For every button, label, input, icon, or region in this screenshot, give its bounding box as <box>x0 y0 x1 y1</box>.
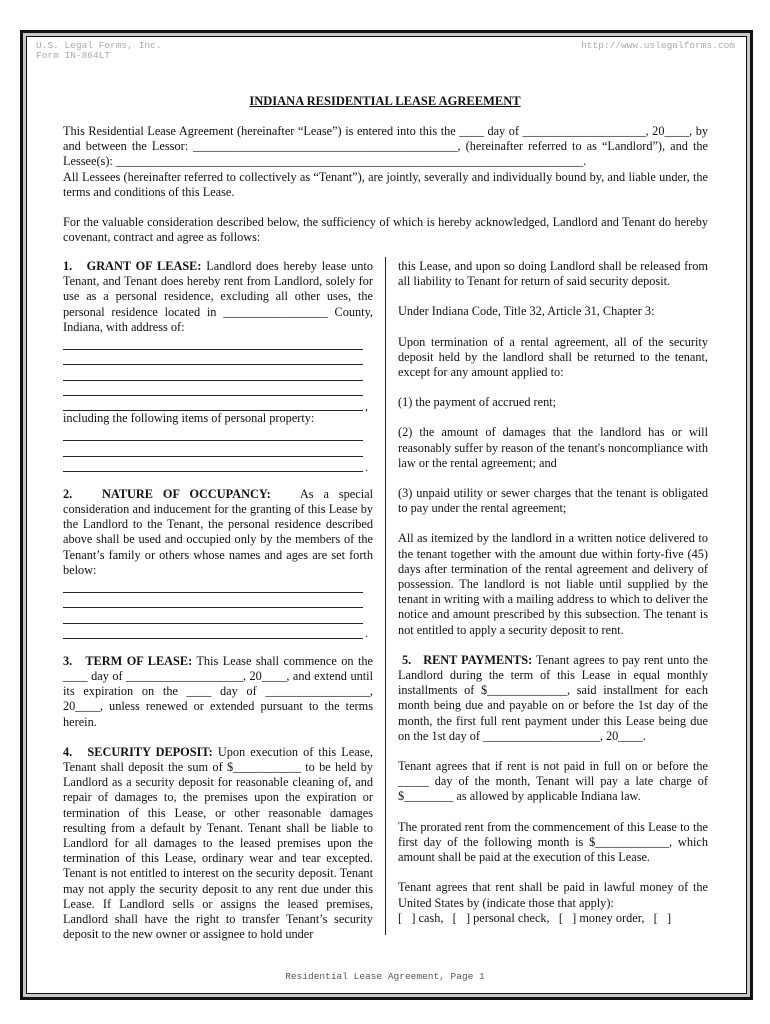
payment-option-other[interactable]: [ ] <box>653 910 672 925</box>
payment-option-personal-check[interactable]: [ ] personal check, <box>452 910 550 925</box>
itemized-notice-clause: All as itemized by the landlord in a written notice delivered to the tenant together with the amount due within forty-five (45) days after termination of the rental agreement and delivery of possession. The landlord is not liable until supplied by the tenant in writing with a mailing address to which to deliver the notice and amount prescribed by this subsection. The tenant is not entitled to apply a security deposit to rent. <box>398 531 708 637</box>
payment-option-cash[interactable]: [ ] cash, <box>398 910 444 925</box>
deduction-item-3: (3) unpaid utility or sewer charges that the tenant is obligated to pay under the rental agreement; <box>398 486 708 516</box>
property-line[interactable] <box>63 426 363 441</box>
section-heading: 2. NATURE OF OCCUPANCY: <box>63 486 271 501</box>
document-title: INDIANA RESIDENTIAL LEASE AGREEMENT <box>249 94 521 108</box>
section-rent-payments <box>398 653 708 744</box>
deduction-item-1: (1) the payment of accrued rent; <box>398 395 557 410</box>
section-text: As a special consideration and inducement for the granting of this Lease by the Landlord to the Tenant, the personal residence described above shall be used and occupied only by the members of the Tenant’s family or others whose names and ages are set forth below: <box>63 486 373 577</box>
section-nature-of-occupancy <box>63 487 373 578</box>
occupant-line[interactable] <box>63 593 363 608</box>
payment-option-money-order[interactable]: [ ] money order, <box>558 910 645 925</box>
section-text: Upon execution of this Lease, Tenant shall deposit the sum of $___________ to be held by Landlord as a security deposit for reasonable cleaning of, and repair of damages to, the premises upon the expiration or termination of this Lease, or other reasonable damages resulting from a default by Tenant. Tenant shall be liable to Landlord for all damages to the leased premises upon the termination of this Lease, ordinary wear and tear excepted. Tenant is not entitled to interest on the security deposit. Tenant may not apply the security deposit to any rent due under this Lease. If Landlord sells or assigns the leased premises, Landlord shall have the right to transfer Tenant’s security deposit to the new owner or assignee to hold under <box>63 744 373 942</box>
form-id: Form IN-864LT <box>36 50 111 61</box>
section-security-deposit <box>63 745 373 943</box>
section-heading: 4. SECURITY DEPOSIT: <box>63 744 213 759</box>
publisher-name: U.S. Legal Forms, Inc. <box>36 40 162 51</box>
indiana-code-reference: Under Indiana Code, Title 32, Article 31, Chapter 3: <box>398 304 655 319</box>
section-term-of-lease <box>63 654 373 730</box>
personal-property-label: including the following items of personal property: <box>63 410 315 425</box>
address-line[interactable] <box>63 350 363 365</box>
lawful-money-clause: Tenant agrees that rent shall be paid in lawful money of the United States by (indicate those that apply): <box>398 880 708 910</box>
left-column <box>63 259 373 957</box>
address-line[interactable] <box>63 396 363 411</box>
section-text: This Lease shall commence on the ____ day of ___________________, 20____, and extend until its expiration on the ____ day of _________________, 20____, unless renewed or extended pursuant to the terms herein. <box>63 653 373 729</box>
occupant-line[interactable] <box>63 624 363 639</box>
right-column <box>398 259 708 926</box>
address-line[interactable] <box>63 335 363 350</box>
consideration-paragraph: For the valuable consideration described below, the sufficiency of which is hereby acknowledged, Landlord and Tenant do hereby covenant, contract and agree as follows: <box>63 215 708 245</box>
intro-paragraph <box>63 124 708 200</box>
occupant-line[interactable] <box>63 578 363 593</box>
property-line[interactable] <box>63 457 363 472</box>
payment-method-options <box>398 911 708 926</box>
page-footer: Residential Lease Agreement, Page 1 <box>285 971 485 982</box>
column-divider <box>385 257 386 935</box>
intro-joint-liability: All Lessees (hereinafter referred to collectively as “Tenant”), are jointly, severally and individually bound by, and liable under, the terms and conditions of this Lease. <box>63 169 708 199</box>
section-text: Tenant agrees to pay rent unto the Landlord during the term of this Lease in equal monthly installments of $_____________, said installment for each month being due and payable on or before the 1st day of the month, the first full rent payment under this Lease being due on the 1st day of ___________________, 20____. <box>398 652 708 743</box>
property-line[interactable] <box>63 441 363 456</box>
section-heading: 5. RENT PAYMENTS: <box>402 652 533 667</box>
prorated-rent-clause: The prorated rent from the commencement of this Lease to the first day of the following month is $____________, which amount shall be paid at the execution of this Lease. <box>398 819 708 865</box>
deduction-item-2: (2) the amount of damages that the landlord has or will reasonably suffer by reason of the tenant's noncompliance with law or the rental agreement; and <box>398 425 708 470</box>
address-line[interactable] <box>63 365 363 380</box>
intro-parties: This Residential Lease Agreement (hereinafter “Lease”) is entered into this the ____ day of ____________________, 20____, by and between the Lessor: ___________________________________________, (hereinafter referred to as “Landlord”), and the Lessee(s): ____________________________________________________________________________. <box>63 124 708 169</box>
termination-clause: Upon termination of a rental agreement, all of the security deposit held by the landlord shall be returned to the tenant, except for any amount applied to: <box>398 334 708 380</box>
form-header-left <box>36 41 161 61</box>
occupant-line[interactable] <box>63 608 363 623</box>
deposit-continuation: this Lease, and upon so doing Landlord shall be released from all liability to Tenant for return of said security deposit. <box>398 259 708 289</box>
address-line[interactable] <box>63 381 363 396</box>
late-charge-clause: Tenant agrees that if rent is not paid in full on or before the _____ day of the month, Tenant will pay a late charge of $________ as allowed by applicable Indiana law. <box>398 759 708 804</box>
section-grant-of-lease <box>63 259 373 335</box>
section-heading: 3. TERM OF LEASE: <box>63 653 193 668</box>
section-text: Landlord does hereby lease unto Tenant, and Tenant does hereby rent from Landlord, solely for use as a personal residence, excluding all other uses, the personal residence located in _________________ County, Indiana, with address of: <box>63 259 373 334</box>
publisher-url: http://www.uslegalforms.com <box>581 40 735 51</box>
section-heading: 1. GRANT OF LEASE: <box>63 259 202 273</box>
